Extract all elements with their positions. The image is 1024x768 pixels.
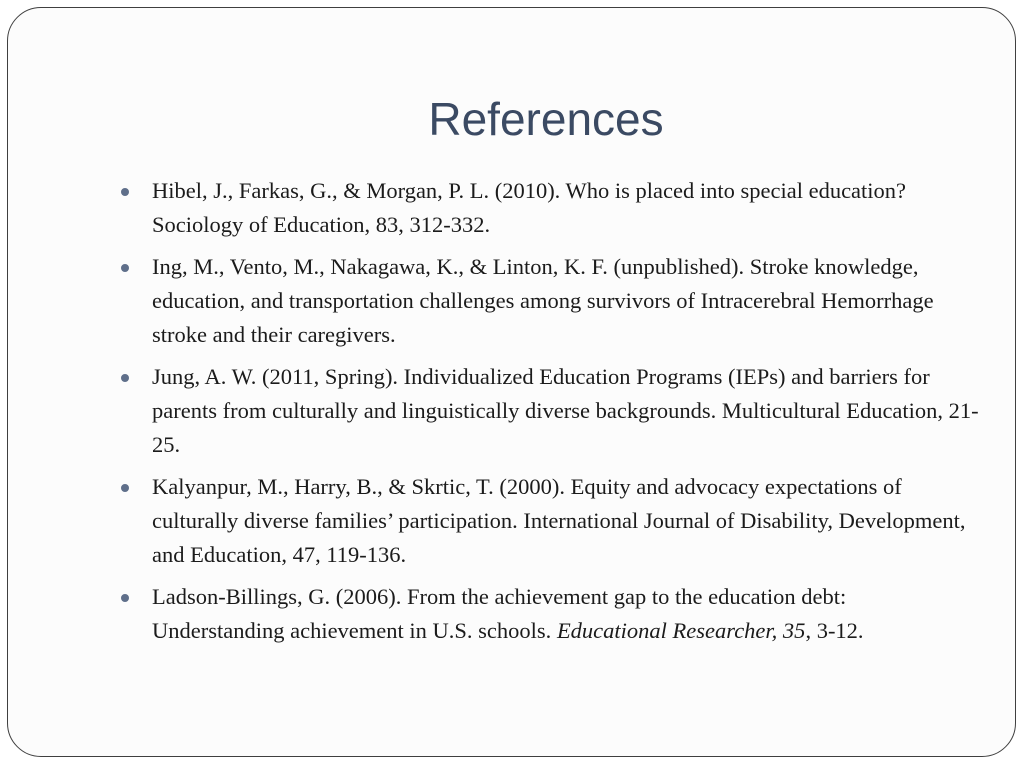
reference-item (121, 580, 981, 648)
reference-text-end: , 3-12. (805, 618, 864, 643)
bullet-icon (121, 188, 129, 196)
reference-item (121, 250, 981, 352)
bullet-icon (121, 264, 129, 272)
bullet-icon (121, 484, 129, 492)
reference-text: Hibel, J., Farkas, G., & Morgan, P. L. (2010). Who is placed into special education? Sociology of Education, 83, 312-332. (152, 178, 907, 237)
reference-list (121, 174, 981, 656)
reference-text: Ing, M., Vento, M., Nakagawa, K., & Linton, K. F. (unpublished). Stroke knowledge, education, and transportation challenges among survivors of Intracerebral Hemorrhage stroke and their caregivers. (152, 254, 934, 347)
reference-text-start: Ladson-Billings, G. (2006). From the achievement gap to the education debt: Understanding achievement in U.S. schools. (152, 584, 847, 643)
reference-journal-italic: Educational Researcher, 35 (556, 618, 806, 643)
bullet-icon (121, 594, 129, 602)
reference-item (121, 174, 981, 242)
reference-text: Jung, A. W. (2011, Spring). Individualized Education Programs (IEPs) and barriers for parents from culturally and linguistically diverse backgrounds. Multicultural Education, 21-25. (152, 364, 979, 457)
reference-item (121, 360, 981, 462)
slide-frame (7, 7, 1016, 757)
reference-text: Kalyanpur, M., Harry, B., & Skrtic, T. (2000). Equity and advocacy expectations of culturally diverse families’ participation. International Journal of Disability, Development, and Education, 47, 119-136. (152, 474, 966, 567)
reference-item (121, 470, 981, 572)
bullet-icon (121, 374, 129, 382)
slide-title: References (428, 93, 664, 145)
